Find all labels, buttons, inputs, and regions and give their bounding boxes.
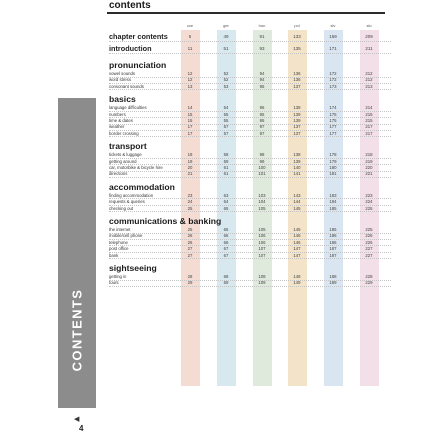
row-divider [109,111,391,112]
row-label: introduction [109,44,152,53]
page-ref-hun[interactable]: 106 [258,233,266,239]
page-ref-slv[interactable]: 178 [329,152,337,158]
page-ref-slo[interactable]: 212 [365,77,373,83]
page-ref-ger[interactable]: 51 [223,46,229,51]
page-ref-pol[interactable]: 135 [293,46,301,51]
page-ref-hun[interactable]: 94 [259,71,265,76]
row-divider [109,117,391,118]
page-ref-slo[interactable]: 225 [365,205,373,211]
row-divider [109,198,391,199]
section-title: sightseeing [109,263,157,273]
row-label: language difficulties [109,105,147,111]
page-ref-slv[interactable]: 181 [329,171,337,177]
row-label: tickets & luggage [109,152,142,158]
row-divider [109,77,391,78]
page-ref-ger[interactable]: 58 [223,152,229,158]
page-ref-slo[interactable]: 228 [365,274,373,279]
row-label: post office [109,246,129,252]
row-label: bank [109,252,119,258]
page-ref-hun[interactable]: 101 [258,171,266,177]
row-divider [109,258,391,259]
section-title: pronunciation [109,60,167,70]
page-ref-ger[interactable]: 63 [223,192,229,198]
row-divider [109,205,391,206]
page-ref-cze[interactable]: 21 [187,171,193,177]
page-ref-slo[interactable]: 226 [365,233,373,239]
language-header-pol: pol [294,23,300,28]
page-ref-slv[interactable]: 189 [329,280,337,286]
page-ref-cze[interactable]: 15 [187,111,193,117]
page-ref-pol[interactable]: 137 [293,83,301,89]
page-ref-hun[interactable]: 109 [258,280,266,286]
page-ref-ger[interactable]: 49 [223,34,229,39]
page-ref-ger[interactable]: 61 [223,171,229,177]
page-ref-hun[interactable]: 98 [259,152,265,158]
page-ref-hun[interactable]: 97 [259,130,265,136]
page-ref-pol[interactable]: 138 [293,105,301,111]
page-ref-slo[interactable]: 218 [365,152,373,158]
page-ref-slo[interactable]: 217 [365,130,373,136]
page-ref-slv[interactable]: 179 [329,158,337,164]
page-ref-slv[interactable]: 177 [329,124,337,130]
page-ref-ger[interactable]: 66 [223,239,229,245]
section-title: transport [109,141,147,152]
page-ref-slv[interactable]: 183 [329,192,337,198]
page-ref-ger[interactable]: 54 [223,105,229,111]
section-title: basics [109,94,136,105]
page-ref-pol[interactable]: 138 [293,152,301,158]
page-ref-cze[interactable]: 18 [187,152,193,158]
row-divider [109,245,391,246]
row-label: telephone [109,239,128,245]
page-ref-hun[interactable]: 96 [259,105,265,111]
row-label: weather [109,124,125,130]
row-label: word stress [109,77,131,83]
page-ref-pol[interactable]: 144 [293,199,301,205]
page-ref-slo[interactable]: 215 [365,118,373,123]
page-ref-slv[interactable]: 186 [329,239,337,245]
arrow-icon: ◀ [74,416,80,423]
page-ref-slo[interactable]: 224 [365,199,373,205]
page-ref-pol[interactable]: 148 [293,274,301,279]
page-ref-slv[interactable]: 172 [329,77,337,83]
page-ref-hun[interactable]: 103 [258,192,266,198]
row-label: car, motorbike & bicycle hire [109,165,163,170]
page-ref-pol[interactable]: 147 [293,246,301,252]
page-ref-slo[interactable]: 219 [365,158,373,164]
page-ref-slo[interactable]: 217 [365,124,373,130]
page-ref-ger[interactable]: 52 [223,77,229,83]
page-ref-slv[interactable]: 180 [329,165,337,170]
page-ref-slo[interactable]: 213 [365,83,373,89]
row-divider [109,211,391,212]
row-label: border crossing [109,130,139,136]
page-ref-slo[interactable]: 221 [365,171,373,177]
page-ref-pol[interactable]: 146 [293,233,301,239]
page-ref-slo[interactable]: 209 [365,34,373,39]
page-ref-ger[interactable]: 55 [223,111,229,117]
page-ref-pol[interactable]: 136 [293,71,301,76]
page-ref-ger[interactable]: 65 [223,227,229,232]
page-ref-slv[interactable]: 174 [329,105,337,111]
row-divider [109,158,391,159]
page-ref-hun[interactable]: 99 [259,158,265,164]
page-ref-cze[interactable]: 20 [187,165,193,170]
page-ref-slo[interactable]: 211 [365,46,373,51]
page-ref-ger[interactable]: 65 [223,205,229,211]
row-label: finding accommodation [109,192,154,198]
row-label: vowel sounds [109,71,136,76]
page-ref-cze[interactable]: 13 [187,83,193,89]
page-ref-cze[interactable]: 5 [188,34,192,39]
page-ref-hun[interactable]: 105 [258,205,266,211]
page-ref-pol[interactable]: 147 [293,252,301,258]
row-divider [109,136,391,137]
page-ref-slv[interactable]: 184 [329,199,337,205]
row-divider [109,53,391,54]
page-ref-slv[interactable]: 187 [329,246,337,252]
row-divider [109,171,391,172]
page-number: 4 [79,424,84,433]
page-ref-slv[interactable]: 177 [329,130,337,136]
language-header-ger: ger [223,23,229,28]
page-ref-pol[interactable]: 137 [293,130,301,136]
page-ref-hun[interactable]: 108 [258,274,266,279]
page-ref-hun[interactable]: 93 [259,46,265,51]
row-divider [109,124,391,125]
page-ref-slo[interactable]: 225 [365,227,373,232]
page-ref-cze[interactable]: 25 [187,227,193,232]
page-ref-ger[interactable]: 69 [223,280,229,286]
page-ref-ger[interactable]: 52 [223,71,229,76]
page-ref-pol[interactable]: 145 [293,205,301,211]
page-ref-ger[interactable]: 59 [223,158,229,164]
page-ref-slo[interactable]: 220 [365,165,373,170]
row-label: mobile/cell phone [109,233,143,239]
row-divider [109,233,391,234]
page-ref-slo[interactable]: 227 [365,252,373,258]
page-title: contents [109,0,151,11]
row-divider [109,252,391,253]
language-header-cze: cze [186,23,194,28]
row-label: directions [109,171,128,177]
section-title: accommodation [109,181,175,192]
page-ref-cze[interactable]: 11 [187,46,193,51]
section-title: communications & banking [109,216,222,226]
page-ref-slv[interactable]: 188 [329,274,337,279]
page-ref-cze[interactable]: 27 [187,246,193,252]
header-rule [107,12,385,14]
page-ref-hun[interactable]: 91 [259,34,265,39]
language-header-slo: slo [366,23,372,28]
page-ref-slo[interactable]: 226 [365,239,373,245]
row-divider [109,89,391,90]
page-ref-ger[interactable]: 61 [223,165,229,170]
page-ref-slv[interactable]: 185 [329,227,337,232]
page-ref-cze[interactable]: 17 [187,124,193,130]
page-ref-pol[interactable]: 139 [293,111,301,117]
page-ref-hun[interactable]: 104 [258,199,266,205]
page-ref-cze[interactable]: 17 [187,130,193,136]
row-label: numbers [109,111,126,117]
page-ref-pol[interactable]: 145 [293,227,301,232]
page-ref-ger[interactable]: 67 [223,246,229,252]
page-ref-cze[interactable]: 19 [187,158,193,164]
page-ref-slo[interactable]: 229 [365,280,373,286]
page-ref-cze[interactable]: 25 [187,205,193,211]
page-ref-hun[interactable]: 106 [258,239,266,245]
side-tab-label: CONTENTS [69,288,85,372]
row-divider [109,286,391,287]
page-ref-pol[interactable]: 149 [293,280,301,286]
page-ref-hun[interactable]: 105 [258,227,266,232]
page-ref-cze[interactable]: 23 [187,192,193,198]
page-ref-hun[interactable]: 107 [258,246,266,252]
row-divider [109,239,391,240]
page-ref-slv[interactable]: 169 [329,34,337,39]
page-ref-hun[interactable]: 107 [258,252,266,258]
row-label: tours [109,280,119,286]
page-ref-ger[interactable]: 57 [223,130,229,136]
page-ref-slv[interactable]: 185 [329,205,337,211]
page-ref-pol[interactable]: 136 [293,77,301,83]
page-ref-ger[interactable]: 55 [223,118,229,123]
page-ref-pol[interactable]: 143 [293,192,301,198]
page-ref-pol[interactable]: 141 [293,171,301,177]
page-ref-pol[interactable]: 146 [293,239,301,245]
page-ref-pol[interactable]: 133 [293,34,301,39]
page-ref-slv[interactable]: 175 [329,118,337,123]
row-divider [109,41,391,42]
page-ref-hun[interactable]: 95 [259,118,265,123]
page-ref-ger[interactable]: 67 [223,252,229,258]
page-ref-cze[interactable]: 27 [187,252,193,258]
row-label: checking out [109,205,134,211]
row-label: requests & queries [109,199,145,205]
page-ref-slo[interactable]: 227 [365,246,373,252]
page-ref-pol[interactable]: 140 [293,165,301,170]
page-ref-pol[interactable]: 139 [293,118,301,123]
row-label: getting around [109,158,137,164]
page-ref-cze[interactable]: 15 [187,118,193,123]
page-ref-cze[interactable]: 12 [187,71,193,76]
page-ref-ger[interactable]: 66 [223,233,229,239]
page-ref-cze[interactable]: 26 [187,233,193,239]
row-label: getting in [109,274,127,279]
page-ref-slo[interactable]: 214 [365,105,373,111]
row-label: consonant sounds [109,83,144,89]
page-ref-pol[interactable]: 139 [293,158,301,164]
page-ref-slv[interactable]: 173 [329,83,337,89]
page-ref-cze[interactable]: 28 [187,274,193,279]
page-ref-hun[interactable]: 95 [259,111,265,117]
page-ref-slv[interactable]: 175 [329,111,337,117]
page-ref-cze[interactable]: 12 [187,77,193,83]
page-ref-ger[interactable]: 57 [223,124,229,130]
row-label: time & dates [109,118,133,123]
row-divider [109,83,391,84]
page-ref-hun[interactable]: 100 [258,165,266,170]
row-label: the internet [109,227,131,232]
page-ref-ger[interactable]: 64 [223,199,229,205]
page-ref-cze[interactable]: 24 [187,199,193,205]
row-label: chapter contents [109,32,168,41]
page-ref-hun[interactable]: 97 [259,124,265,130]
page-ref-slv[interactable]: 172 [329,71,337,76]
page-ref-hun[interactable]: 94 [259,77,265,83]
row-divider [109,177,391,178]
page-ref-slo[interactable]: 212 [365,71,373,76]
page-ref-ger[interactable]: 68 [223,274,229,279]
page-ref-slv[interactable]: 187 [329,252,337,258]
page-ref-cze[interactable]: 26 [187,239,193,245]
language-header-hun: hun [258,23,266,28]
row-divider [109,280,391,281]
page-ref-cze[interactable]: 14 [187,105,193,111]
page-ref-hun[interactable]: 95 [259,83,265,89]
page-ref-slv[interactable]: 171 [329,46,337,51]
language-header-slv: slv [330,23,336,28]
page-ref-slv[interactable]: 186 [329,233,337,239]
page-ref-slo[interactable]: 215 [365,111,373,117]
page-ref-slo[interactable]: 223 [365,192,373,198]
page-ref-pol[interactable]: 137 [293,124,301,130]
row-divider [109,130,391,131]
page-ref-cze[interactable]: 29 [187,280,193,286]
page-ref-ger[interactable]: 53 [223,83,229,89]
